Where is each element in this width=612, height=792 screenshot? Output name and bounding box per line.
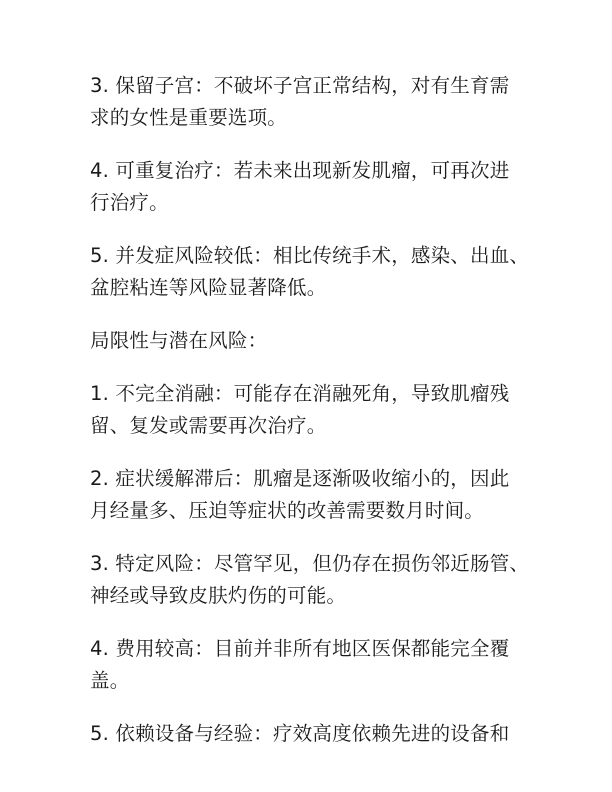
section-heading-limitations — [90, 325, 530, 357]
text-line: 求的女性是重要选项。 — [90, 106, 288, 129]
text-line: 留、复发或需要再次治疗。 — [90, 414, 327, 437]
text-line: 4. 可重复治疗：若未来出现新发肌瘤，可再次进 — [90, 159, 510, 182]
text-line: 2. 症状缓解滞后：肌瘤是逐渐吸收缩小的，因此 — [90, 467, 510, 490]
text-line: 月经量多、压迫等症状的改善需要数月时间。 — [90, 499, 485, 522]
paragraph-advantage-3 — [90, 70, 530, 134]
text-line: 盖。 — [90, 669, 130, 692]
text-line: 3. 特定风险：尽管罕见，但仍存在损伤邻近肠管、 — [90, 552, 530, 575]
text-line: 4. 费用较高：目前并非所有地区医保都能完全覆 — [90, 637, 510, 660]
text-line: 神经或导致皮肤灼伤的可能。 — [90, 584, 347, 607]
document-page — [90, 70, 530, 771]
text-line: 行治疗。 — [90, 191, 169, 214]
text-line: 5. 并发症风险较低：相比传统手术，感染、出血、 — [90, 244, 530, 267]
text-line: 1. 不完全消融：可能存在消融死角，导致肌瘤残 — [90, 382, 510, 405]
text-line: 局限性与潜在风险： — [90, 329, 268, 352]
text-line: 5. 依赖设备与经验：疗效高度依赖先进的设备和 — [90, 722, 510, 745]
paragraph-limitation-3 — [90, 548, 530, 612]
paragraph-limitation-2 — [90, 463, 530, 527]
paragraph-limitation-5 — [90, 718, 530, 750]
paragraph-limitation-4 — [90, 633, 530, 697]
paragraph-advantage-5 — [90, 240, 530, 304]
paragraph-limitation-1 — [90, 378, 530, 442]
paragraph-advantage-4 — [90, 155, 530, 219]
text-line: 3. 保留子宫：不破坏子宫正常结构，对有生育需 — [90, 74, 510, 97]
text-line: 盆腔粘连等风险显著降低。 — [90, 276, 327, 299]
